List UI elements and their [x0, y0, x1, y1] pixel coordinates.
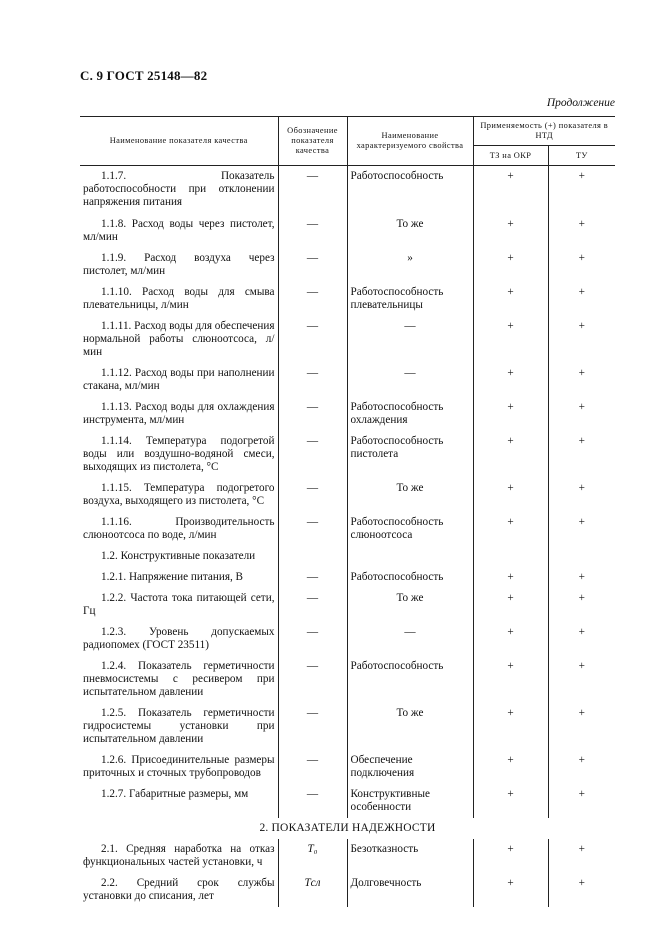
characterized-property [347, 546, 473, 567]
applicability-tz: + [473, 622, 548, 656]
characterized-property: То же [347, 214, 473, 248]
indicator-name: 1.2.2. Частота тока питающей сети, Гц [83, 592, 275, 617]
applicability-tz: + [473, 316, 548, 363]
indicator-code: — [278, 512, 347, 546]
indicator-code: — [278, 431, 347, 478]
table-row [80, 784, 615, 818]
applicability-tu: + [548, 703, 615, 750]
applicability-tz: + [473, 588, 548, 622]
applicability-tu: + [548, 166, 615, 215]
indicator-code: — [278, 567, 347, 588]
indicator-code: T₀ [278, 839, 347, 873]
characterized-property: Обеспечение подключения [347, 750, 473, 784]
characterized-property: То же [347, 478, 473, 512]
applicability-tu: + [548, 750, 615, 784]
indicator-name: 1.1.7. Показатель работоспособности при отклонении напряжения питания [83, 170, 275, 208]
table-row [80, 214, 615, 248]
table-row [80, 166, 615, 215]
applicability-tz: + [473, 839, 548, 873]
col-header-property: Наименование характеризуемого свойства [347, 117, 473, 166]
indicator-code: — [278, 282, 347, 316]
characterized-property: Долговечность [347, 873, 473, 907]
indicator-name: 2.1. Средняя наработка на отказ функциональных частей установки, ч [83, 843, 275, 868]
table-row [80, 397, 615, 431]
applicability-tz: + [473, 166, 548, 215]
applicability-tu: + [548, 478, 615, 512]
applicability-tz: + [473, 282, 548, 316]
table-row [80, 656, 615, 703]
continuation-label: Продолжение [546, 97, 615, 109]
characterized-property: Работоспособность плевательницы [347, 282, 473, 316]
characterized-property: Работоспособность [347, 567, 473, 588]
table-row [80, 512, 615, 546]
indicator-name: 1.1.9. Расход воздуха через пистолет, мл/мин [83, 252, 275, 277]
indicator-code: — [278, 588, 347, 622]
applicability-tu: + [548, 214, 615, 248]
applicability-tu: + [548, 316, 615, 363]
table-row [80, 282, 615, 316]
characterized-property: То же [347, 588, 473, 622]
indicator-code: — [278, 166, 347, 215]
indicator-name: 1.2.4. Показатель герметичности пневмосистемы с ресивером при испытательном давлении [83, 660, 275, 698]
indicator-code: — [278, 750, 347, 784]
indicator-code: — [278, 478, 347, 512]
indicator-name: 2.2. Средний срок службы установки до списания, лет [83, 877, 275, 902]
applicability-tz: + [473, 397, 548, 431]
applicability-tu: + [548, 839, 615, 873]
characterized-property: То же [347, 703, 473, 750]
col-header-name: Наименование показателя качества [80, 117, 278, 166]
indicator-code: — [278, 397, 347, 431]
table-row [80, 750, 615, 784]
applicability-tu: + [548, 248, 615, 282]
indicator-code: — [278, 656, 347, 703]
indicator-name: 1.1.14. Температура подогретой воды или воздушно-водяной смеси, выходящих из пистолета, °С [83, 435, 275, 473]
col-header-code: Обозначение показателя качества [278, 117, 347, 166]
applicability-tz: + [473, 248, 548, 282]
applicability-tz: + [473, 750, 548, 784]
quality-indicators-table [80, 116, 615, 907]
characterized-property: — [347, 622, 473, 656]
characterized-property: Безотказность [347, 839, 473, 873]
table-row [80, 431, 615, 478]
applicability-tu: + [548, 588, 615, 622]
applicability-tu: + [548, 622, 615, 656]
col-header-tu: ТУ [548, 146, 615, 166]
indicator-name: 1.1.10. Расход воды для смыва плевательницы, л/мин [83, 286, 275, 311]
applicability-tz: + [473, 656, 548, 703]
section-title-reliability: 2. ПОКАЗАТЕЛИ НАДЕЖНОСТИ [259, 822, 436, 834]
applicability-tz: + [473, 363, 548, 397]
table-row [80, 363, 615, 397]
table-row [80, 567, 615, 588]
indicator-name: 1.1.8. Расход воды через пистолет, мл/мин [83, 218, 275, 243]
applicability-tu: + [548, 656, 615, 703]
applicability-tu [548, 546, 615, 567]
table-row [80, 839, 615, 873]
indicator-code: — [278, 784, 347, 818]
indicator-name: 1.1.12. Расход воды при наполнении стакана, мл/мин [83, 367, 275, 392]
indicator-code [278, 546, 347, 567]
applicability-tu: + [548, 363, 615, 397]
indicator-name: 1.2.6. Присоединительные размеры приточных и сточных трубопроводов [83, 754, 275, 779]
applicability-tz: + [473, 431, 548, 478]
table-row [80, 478, 615, 512]
applicability-tz: + [473, 784, 548, 818]
table-row [80, 622, 615, 656]
applicability-tu: + [548, 512, 615, 546]
indicator-name: 1.1.11. Расход воды для обеспечения нормальной работы слюноотсоса, л/мин [83, 320, 275, 358]
indicator-name: 1.2.5. Показатель герметичности гидросистемы установки при испытательном давлении [83, 707, 275, 745]
indicator-code: — [278, 316, 347, 363]
indicator-code: — [278, 703, 347, 750]
applicability-tz: + [473, 214, 548, 248]
indicator-name: 1.2.7. Габаритные размеры, мм [101, 788, 249, 800]
applicability-tu: + [548, 282, 615, 316]
characterized-property: Работоспособность [347, 166, 473, 215]
applicability-tu: + [548, 431, 615, 478]
characterized-property: Работоспособность охлаждения [347, 397, 473, 431]
indicator-code: — [278, 363, 347, 397]
table-row [80, 248, 615, 282]
col-header-applicability: Применяемость (+) показателя в НТД [473, 117, 615, 146]
applicability-tz: + [473, 512, 548, 546]
applicability-tz: + [473, 478, 548, 512]
characterized-property: — [347, 363, 473, 397]
indicator-name: 1.2.1. Напряжение питания, В [101, 571, 244, 583]
characterized-property: » [347, 248, 473, 282]
characterized-property: Работоспособность [347, 656, 473, 703]
characterized-property: Конструктивные особенности [347, 784, 473, 818]
characterized-property: — [347, 316, 473, 363]
applicability-tz [473, 546, 548, 567]
page-header: С. 9 ГОСТ 25148—82 [80, 68, 208, 83]
table-row [80, 316, 615, 363]
indicator-name: 1.1.16. Производительность слюноотсоса по воде, л/мин [83, 516, 275, 541]
characterized-property: Работоспособность слюноотсоса [347, 512, 473, 546]
applicability-tz: + [473, 567, 548, 588]
table-row [80, 873, 615, 907]
indicator-code: — [278, 622, 347, 656]
indicator-code: — [278, 214, 347, 248]
applicability-tz: + [473, 873, 548, 907]
indicator-code: Tсл [278, 873, 347, 907]
applicability-tu: + [548, 567, 615, 588]
applicability-tu: + [548, 397, 615, 431]
indicator-name: 1.2. Конструктивные показатели [101, 550, 256, 562]
indicator-name: 1.1.13. Расход воды для охлаждения инструмента, мл/мин [83, 401, 275, 426]
applicability-tz: + [473, 703, 548, 750]
table-row [80, 588, 615, 622]
applicability-tu: + [548, 784, 615, 818]
col-header-tz: ТЗ на ОКР [473, 146, 548, 166]
table-row [80, 703, 615, 750]
indicator-name: 1.2.3. Уровень допускаемых радиопомех (ГОСТ 23511) [83, 626, 275, 651]
applicability-tu: + [548, 873, 615, 907]
table-row [80, 546, 615, 567]
indicator-code: — [278, 248, 347, 282]
characterized-property: Работоспособность пистолета [347, 431, 473, 478]
indicator-name: 1.1.15. Температура подогретого воздуха, выходящего из пистолета, °С [83, 482, 275, 507]
